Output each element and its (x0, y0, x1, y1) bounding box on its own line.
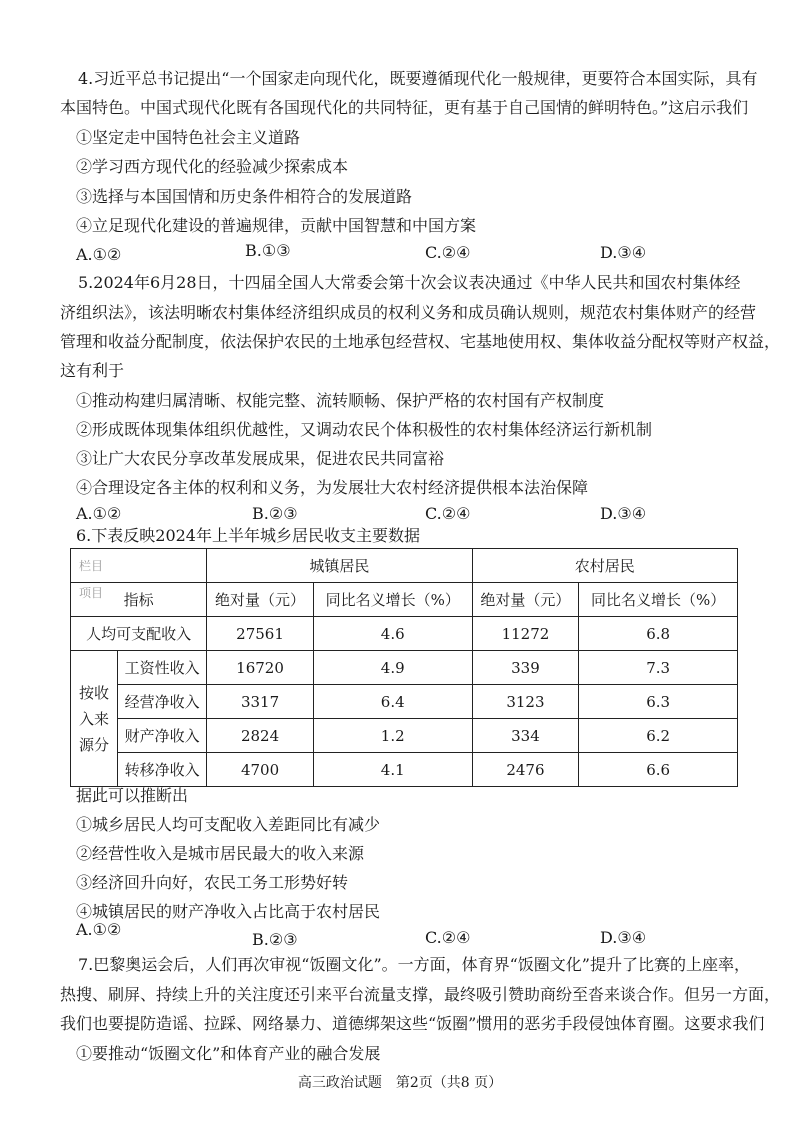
q7-stem-line: 热搜、刷屏、持续上升的关注度还引来平台流量支撑，最终吸引赞助商纷至沓来谈合作。但另一方面， (60, 985, 781, 1004)
q6-item: ④城镇居民的财产净收入占比高于农村居民 (76, 902, 381, 921)
q4-option-d[interactable]: D.③④ (600, 243, 647, 262)
rural-abs: 3123 (472, 685, 579, 719)
q4-stem-line: 本国特色。中国式现代化既有各国现代化的共同特征，更有基于自己国情的鲜明特色。”这启示我们 (60, 98, 749, 117)
corner-label-top: 栏目 (79, 559, 104, 573)
urban-growth: 4.6 (313, 617, 472, 651)
rural-growth: 6.8 (579, 617, 738, 651)
table-row (71, 685, 738, 719)
urban-growth: 4.9 (313, 651, 472, 685)
rural-abs: 11272 (472, 617, 579, 651)
urban-abs: 3317 (207, 685, 314, 719)
q6-item: ②经营性收入是城市居民最大的收入来源 (76, 844, 365, 863)
row-name: 工资性收入 (118, 651, 207, 685)
urban-abs: 27561 (207, 617, 314, 651)
row-name: 人均可支配收入 (71, 617, 207, 651)
q4-item: ②学习西方现代化的经验减少探索成本 (76, 157, 349, 176)
q6-option-c[interactable]: C.②④ (425, 928, 471, 947)
urban-abs: 16720 (207, 651, 314, 685)
q5-item: ④合理设定各主体的权利和义务，为发展壮大农村经济提供根本法治保障 (76, 478, 589, 497)
q5-stem-line: 这有利于 (60, 361, 125, 380)
q5-stem-line: 管理和收益分配制度，依法保护农民的土地承包经营权、宅基地使用权、集体收益分配权等财产权益， (60, 332, 781, 351)
urban-header: 城镇居民 (207, 549, 472, 583)
urban-abs: 4700 (207, 753, 314, 787)
rural-abs: 334 (472, 719, 579, 753)
q4-option-a[interactable]: A.①② (76, 245, 122, 264)
rural-header: 农村居民 (472, 549, 737, 583)
urban-abs-header: 绝对量（元） (207, 583, 314, 617)
q5-item: ①推动构建归属清晰、权能完整、流转顺畅、保护严格的农村国有产权制度 (76, 391, 605, 410)
q5-option-c[interactable]: C.②④ (425, 504, 471, 523)
q4-item: ④立足现代化建设的普遍规律，贡献中国智慧和中国方案 (76, 216, 477, 235)
rural-growth: 7.3 (579, 651, 738, 685)
rural-growth: 6.2 (579, 719, 738, 753)
table-row (71, 651, 738, 685)
q4-option-b[interactable]: B.①③ (245, 241, 291, 260)
page-footer: 高三政治试题 第2页（共8 页） (297, 1075, 503, 1091)
q4-item: ①坚定走中国特色社会主义道路 (76, 128, 301, 147)
q4-stem-line: 4.习近平总书记提出“一个国家走向现代化，既要遵循现代化一般规律，更要符合本国实际，具有 (78, 69, 758, 88)
table-corner-cell (71, 549, 207, 583)
urban-abs: 2824 (207, 719, 314, 753)
group-label: 按收入来源分 (78, 683, 109, 754)
table-row (71, 753, 738, 787)
table-row (71, 719, 738, 753)
q6-option-b[interactable]: B.②③ (252, 930, 298, 949)
q5-item: ③让广大农民分享改革发展成果，促进农民共同富裕 (76, 449, 445, 468)
corner-label-bottom: 项目 (79, 586, 104, 600)
q4-item: ③选择与本国国情和历史条件相符合的发展道路 (76, 187, 413, 206)
q7-item: ①要推动“饭圈文化”和体育产业的融合发展 (76, 1044, 381, 1063)
income-source-group (71, 651, 118, 787)
q7-stem-line: 7.巴黎奥运会后，人们再次审视“饭圈文化”。一方面，体育界“饭圈文化”提升了比赛的上座率， (78, 955, 750, 974)
urban-growth-header: 同比名义增长（%） (313, 583, 472, 617)
q5-stem-line: 济组织法》，该法明晰农村集体经济组织成员的权利义务和成员确认规则，规范农村集体财产的经营 (60, 303, 757, 322)
table-row (71, 617, 738, 651)
indicator-header (71, 583, 207, 617)
rural-abs-header: 绝对量（元） (472, 583, 579, 617)
indicator-label: 指标 (123, 591, 154, 609)
q7-stem-line: 我们也要提防造谣、拉踩、网络暴力、道德绑架这些“饭圈”惯用的恶劣手段侵蚀体育圈。这要求我们 (60, 1014, 765, 1033)
row-name: 经营净收入 (118, 685, 207, 719)
q4-option-c[interactable]: C.②④ (425, 243, 471, 262)
q6-after: 据此可以推断出 (76, 786, 189, 805)
q5-option-b[interactable]: B.②③ (252, 504, 298, 523)
rural-growth: 6.3 (579, 685, 738, 719)
q6-option-d[interactable]: D.③④ (600, 928, 647, 947)
rural-growth: 6.6 (579, 753, 738, 787)
income-table (70, 548, 738, 787)
urban-growth: 1.2 (313, 719, 472, 753)
rural-growth-header: 同比名义增长（%） (579, 583, 738, 617)
q5-option-a[interactable]: A.①② (76, 504, 122, 523)
q5-option-d[interactable]: D.③④ (600, 504, 647, 523)
q6-item: ①城乡居民人均可支配收入差距同比有减少 (76, 815, 381, 834)
rural-abs: 2476 (472, 753, 579, 787)
q6-item: ③经济回升向好，农民工务工形势好转 (76, 873, 349, 892)
q6-option-a[interactable]: A.①② (76, 920, 122, 939)
q5-item: ②形成既体现集体组织优越性，又调动农民个体积极性的农村集体经济运行新机制 (76, 420, 653, 439)
row-name: 转移净收入 (118, 753, 207, 787)
row-name: 财产净收入 (118, 719, 207, 753)
urban-growth: 6.4 (313, 685, 472, 719)
urban-growth: 4.1 (313, 753, 472, 787)
q5-stem-line: 5.2024年6月28日，十四届全国人大常委会第十次会议表决通过《中华人民共和国农村集体经 (78, 273, 741, 292)
rural-abs: 339 (472, 651, 579, 685)
q6-stem: 6.下表反映2024年上半年城乡居民收支主要数据 (76, 526, 420, 545)
